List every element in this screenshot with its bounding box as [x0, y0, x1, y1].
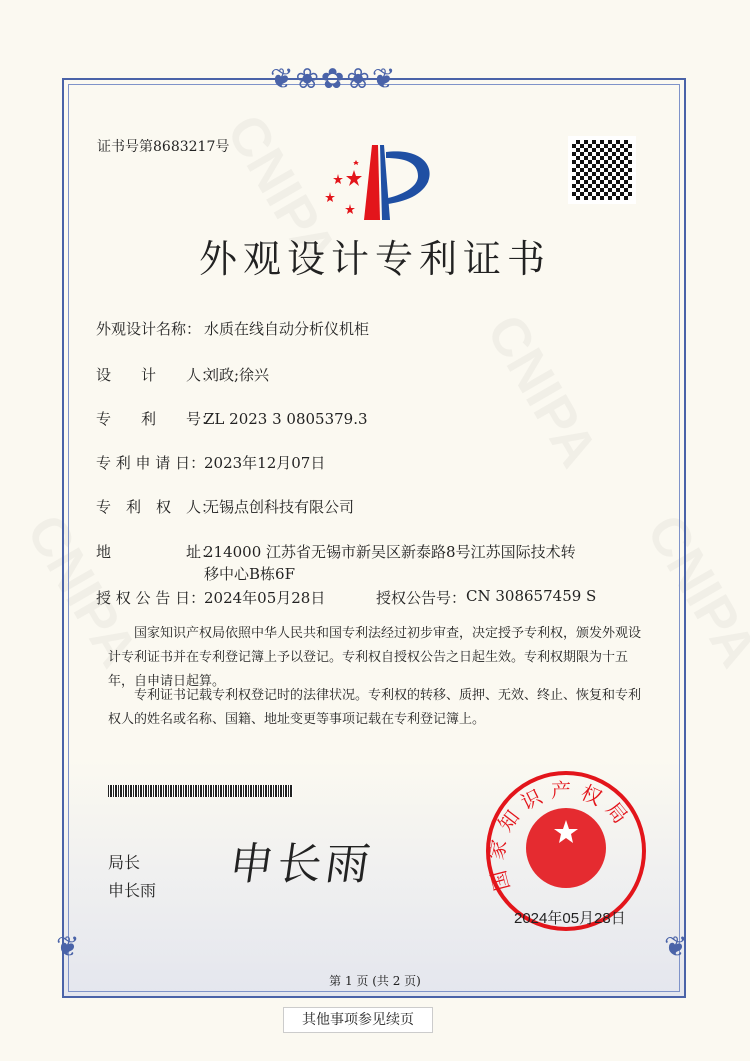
- handwritten-signature: 申长雨: [225, 839, 377, 890]
- certificate-title: 外观设计专利证书: [198, 237, 551, 281]
- qr-code: [568, 136, 636, 204]
- field-grant-date: [96, 587, 596, 609]
- field-label: 专 利 号：: [96, 410, 217, 428]
- continuation-note: 其他事项参见续页: [283, 1007, 433, 1033]
- grant-pub-label: 授权公告号：: [376, 589, 467, 607]
- svg-text:国家知识产权局: 国家知识产权局: [483, 778, 638, 894]
- field-label: 专 利 权 人：: [96, 498, 217, 516]
- certificate-number: 证书号第8683217号: [97, 139, 230, 155]
- field-address: [96, 541, 584, 585]
- field-value: 2024年05月28日: [204, 589, 326, 607]
- corner-ornament-icon: ❦: [56, 930, 80, 963]
- paragraph-grant: 国家知识产权局依照中华人民共和国专利法经过初步审查，决定授予专利权，颁发外观设计专利证书并在专利登记簿上予以登记。专利权自授权公告之日起生效。专利权期限为十五年，自申请日起算。: [108, 626, 642, 689]
- grant-pub-value: CN 308657459 S: [466, 587, 597, 605]
- top-ornament-icon: ❦❀✿❀❦: [270, 62, 398, 95]
- cnipa-logo: [320, 130, 440, 225]
- signatory-name: 申长雨: [108, 881, 157, 900]
- field-label: 设 计 人：: [96, 366, 217, 384]
- field-value: 214000 江苏省无锡市新吴区新泰路8号江苏国际技术转移中心B栋6F: [204, 543, 576, 583]
- field-value: 无锡点创科技有限公司: [204, 498, 355, 516]
- field-patentee: [96, 496, 574, 518]
- field-label: 授 权 公 告 日：: [96, 589, 206, 607]
- seal-date: 2024年05月28日: [514, 910, 626, 927]
- signatory-title: 局长: [108, 853, 141, 872]
- field-value: 2023年12月07日: [204, 454, 326, 472]
- field-value: ZL 2023 3 0805379.3: [204, 410, 368, 428]
- field-label: 专 利 申 请 日：: [96, 454, 206, 472]
- page-info: 第 1 页 (共 2 页): [329, 974, 421, 988]
- field-design-name: [96, 318, 574, 340]
- field-label: 外观设计名称：: [96, 320, 202, 338]
- field-value: 水质在线自动分析仪机柜: [204, 320, 370, 338]
- field-application-date: [96, 452, 574, 474]
- barcode: [108, 785, 293, 797]
- corner-ornament-icon: ❦: [664, 930, 688, 963]
- field-patent-number: [96, 408, 574, 430]
- field-value: 刘政;徐兴: [204, 366, 270, 384]
- field-designer: [96, 364, 574, 386]
- field-label: 地 址：: [96, 543, 217, 561]
- paragraph-legal-status: 专利证书记载专利权登记时的法律状况。专利权的转移、质押、无效、终止、恢复和专利权人的姓名或名称、国籍、地址变更等事项记载在专利登记簿上。: [108, 688, 642, 727]
